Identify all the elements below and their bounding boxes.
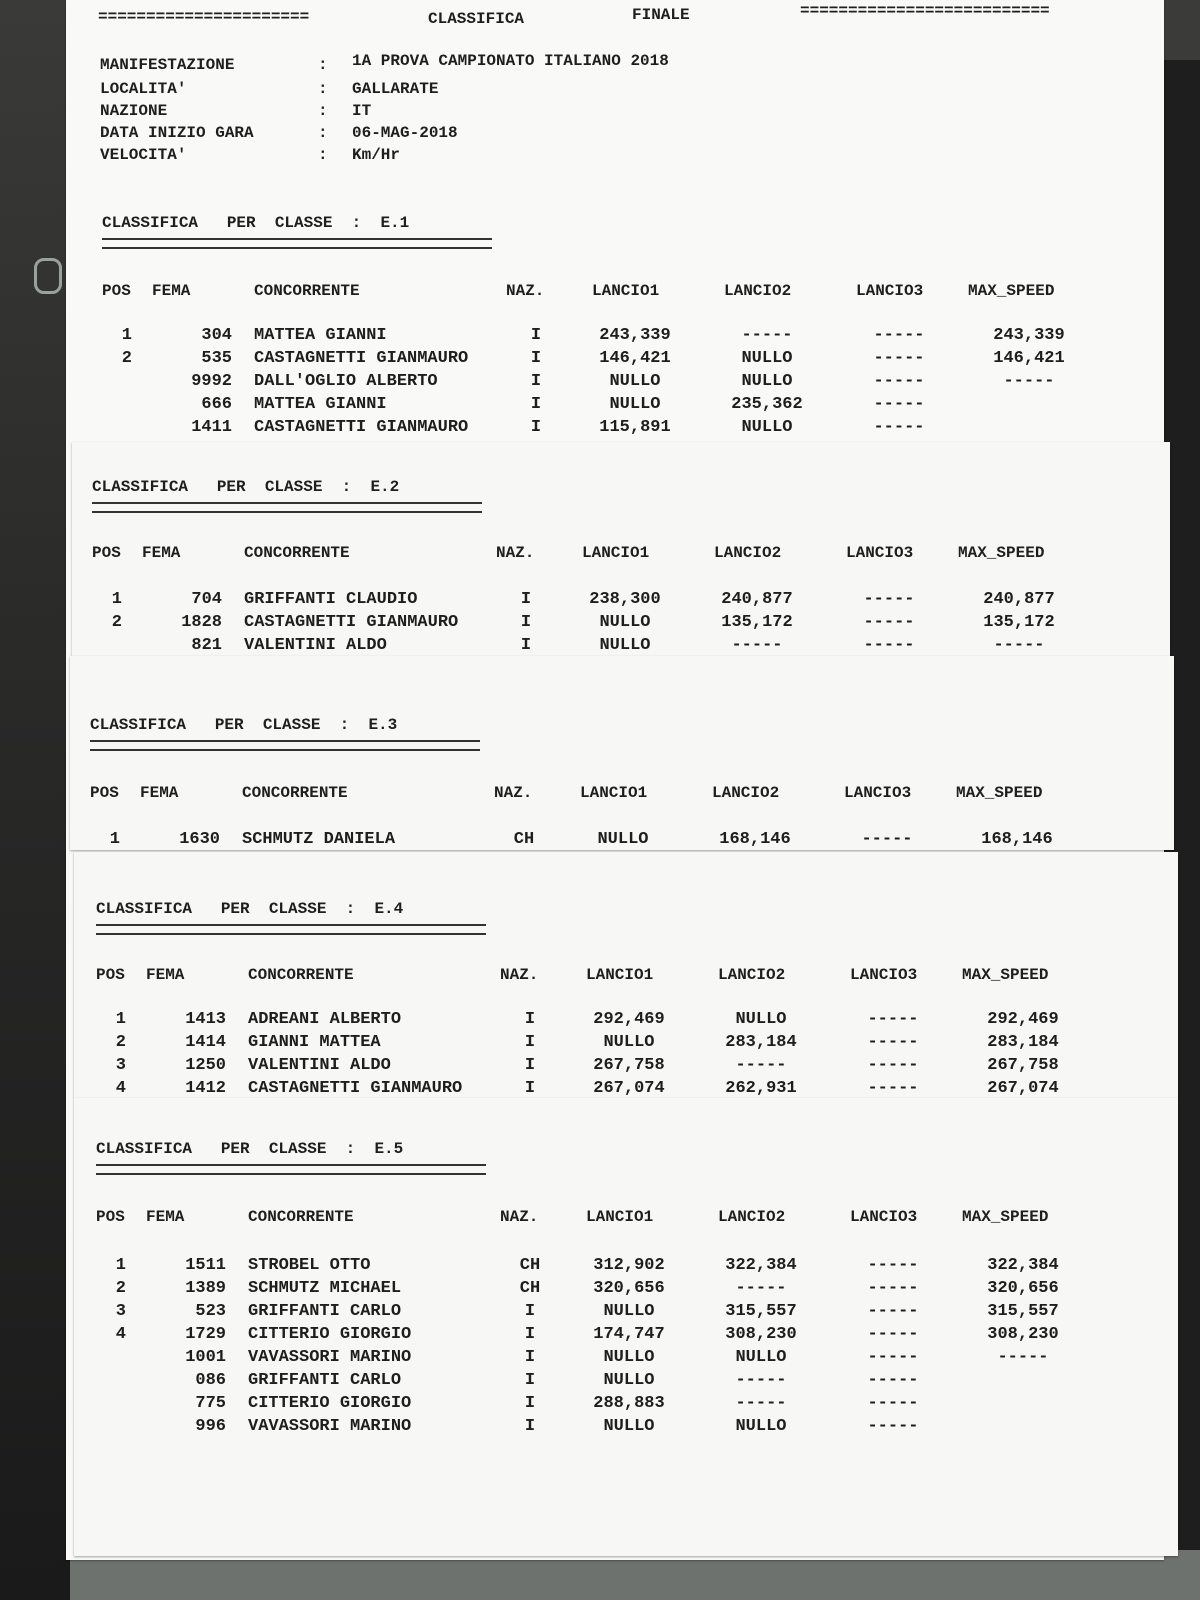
column-header-max: MAX_SPEED [962,1208,1049,1226]
cell-l1: NULLO [597,830,649,849]
column-header-lancio3: LANCIO3 [844,784,912,802]
cell-l2: ----- [735,1394,787,1413]
table-row [82,1394,1112,1416]
column-header-pos: POS [102,282,131,300]
column-header-lancio2: LANCIO2 [714,544,782,562]
document-title: CLASSIFICA [428,10,525,28]
column-header-lancio3: LANCIO3 [850,1208,918,1226]
cell-l3: ----- [867,1325,919,1344]
column-header-fema: FEMA [142,544,181,562]
cell-max: ----- [997,1348,1049,1367]
column-header-pos: POS [90,784,119,802]
cell-l1: 174,747 [593,1325,665,1344]
cell-l2: NULLO [741,372,793,391]
cell-l1: NULLO [603,1302,655,1321]
cell-l3: ----- [867,1279,919,1298]
cell-l3: ----- [873,395,925,414]
cell-fema: 1413 [185,1010,226,1029]
class-section [74,1098,1178,1556]
cell-l2: ----- [735,1056,787,1075]
cell-l3: ----- [867,1079,919,1098]
cell-naz: I [524,1079,536,1098]
cell-name: CASTAGNETTI GIANMAURO [254,418,469,437]
cell-l3: ----- [863,590,915,609]
cell-fema: 775 [195,1394,226,1413]
column-header-naz: NAZ. [500,1208,539,1226]
cell-max: 292,469 [987,1010,1059,1029]
cell-name: CASTAGNETTI GIANMAURO [248,1079,463,1098]
cell-pos: 1 [109,830,120,849]
cell-fema: 1414 [185,1033,226,1052]
column-header-lancio1: LANCIO1 [586,1208,654,1226]
cell-l1: NULLO [599,636,651,655]
class-section [72,442,1170,662]
cell-l3: ----- [867,1371,919,1390]
table-row [82,1302,1112,1324]
column-header-concorrente: CONCORRENTE [242,784,348,802]
info-label: NAZIONE [100,102,168,120]
cell-l2: NULLO [735,1348,787,1367]
cell-l3: ----- [867,1394,919,1413]
info-label: MANIFESTAZIONE [100,56,235,74]
table-row [82,1417,1112,1439]
table-row [78,590,1108,612]
table-row [78,613,1108,635]
cell-naz: CH [519,1279,541,1298]
cell-name: VAVASSORI MARINO [248,1417,412,1436]
cell-fema: 666 [201,395,232,414]
cell-fema: 535 [201,349,232,368]
column-header-fema: FEMA [140,784,179,802]
cell-fema: 523 [195,1302,226,1321]
cell-l3: ----- [873,326,925,345]
column-header-lancio1: LANCIO1 [582,544,650,562]
column-header-fema: FEMA [152,282,191,300]
cell-l2: ----- [735,1371,787,1390]
info-value: 06-MAG-2018 [352,124,458,142]
column-header-lancio2: LANCIO2 [718,966,786,984]
cell-naz: I [530,418,542,437]
section-underline [96,1164,486,1175]
cell-l1: 288,883 [593,1394,665,1413]
cell-max: 146,421 [993,349,1065,368]
cell-fema: 1412 [185,1079,226,1098]
cell-pos: 4 [115,1325,126,1344]
column-header-naz: NAZ. [500,966,539,984]
table-row [82,1056,1112,1078]
cell-naz: I [530,349,542,368]
cell-naz: I [524,1056,536,1075]
cell-naz: CH [519,1256,541,1275]
cell-l3: ----- [867,1256,919,1275]
cell-pos: 1 [115,1010,126,1029]
cell-pos: 1 [111,590,122,609]
column-header-lancio3: LANCIO3 [846,544,914,562]
cell-name: GRIFFANTI CARLO [248,1371,402,1390]
column-header-concorrente: CONCORRENTE [244,544,350,562]
cell-l2: 235,362 [731,395,803,414]
cell-l1: NULLO [609,395,661,414]
cell-naz: I [530,372,542,391]
info-label: VELOCITA' [100,146,187,164]
info-colon: : [318,124,328,142]
cell-name: CASTAGNETTI GIANMAURO [254,349,469,368]
table-row [88,372,1118,394]
section-title: CLASSIFICA PER CLASSE : E.4 [96,900,404,918]
cell-pos: 2 [115,1279,126,1298]
info-colon: : [318,80,328,98]
cell-max: ----- [993,636,1045,655]
cell-pos: 2 [121,349,132,368]
cell-l3: ----- [861,830,913,849]
binder-ring [34,258,62,294]
cell-naz: I [524,1371,536,1390]
column-header-lancio2: LANCIO2 [712,784,780,802]
column-header-lancio1: LANCIO1 [586,966,654,984]
cell-l2: 283,184 [725,1033,797,1052]
column-header-pos: POS [92,544,121,562]
cell-l1: 312,902 [593,1256,665,1275]
cell-max: 320,656 [987,1279,1059,1298]
background-left [0,0,70,1600]
cell-l3: ----- [867,1302,919,1321]
info-colon: : [318,102,328,120]
cell-l1: 243,339 [599,326,671,345]
cell-pos: 1 [115,1256,126,1275]
cell-naz: I [524,1394,536,1413]
cell-fema: 1001 [185,1348,226,1367]
column-header-naz: NAZ. [494,784,533,802]
column-header-pos: POS [96,966,125,984]
cell-l1: NULLO [609,372,661,391]
column-header-lancio1: LANCIO1 [592,282,660,300]
cell-pos: 1 [121,326,132,345]
class-section [66,186,1164,444]
table-row [82,1325,1112,1347]
cell-naz: I [520,636,532,655]
cell-l2: 262,931 [725,1079,797,1098]
cell-pos: 2 [111,613,122,632]
cell-fema: 704 [191,590,222,609]
cell-l1: NULLO [603,1033,655,1052]
info-value: 1A PROVA CAMPIONATO ITALIANO 2018 [352,52,669,70]
cell-fema: 9992 [191,372,232,391]
column-header-concorrente: CONCORRENTE [254,282,360,300]
cell-fema: 304 [201,326,232,345]
cell-fema: 1250 [185,1056,226,1075]
cell-l2: ----- [735,1279,787,1298]
column-header-lancio1: LANCIO1 [580,784,648,802]
info-colon: : [318,146,328,164]
cell-fema: 821 [191,636,222,655]
table-row [82,1348,1112,1370]
cell-name: ADREANI ALBERTO [248,1010,402,1029]
cell-max: 308,230 [987,1325,1059,1344]
section-underline [90,740,480,751]
cell-fema: 1828 [181,613,222,632]
section-title: CLASSIFICA PER CLASSE : E.2 [92,478,400,496]
cell-l1: 292,469 [593,1010,665,1029]
column-header-max: MAX_SPEED [958,544,1045,562]
table-row [82,1279,1112,1301]
cell-l1: 238,300 [589,590,661,609]
cell-l3: ----- [863,613,915,632]
class-section [70,656,1174,850]
cell-name: SCHMUTZ DANIELA [242,830,396,849]
cell-l1: 146,421 [599,349,671,368]
cell-name: GRIFFANTI CARLO [248,1302,402,1321]
column-header-lancio2: LANCIO2 [724,282,792,300]
section-underline [102,238,492,249]
cell-naz: I [520,590,532,609]
column-header-max: MAX_SPEED [962,966,1049,984]
cell-l2: 135,172 [721,613,793,632]
table-row [82,1371,1112,1393]
info-label: LOCALITA' [100,80,187,98]
table-row [78,636,1108,658]
column-header-max: MAX_SPEED [956,784,1043,802]
cell-fema: 086 [195,1371,226,1390]
column-header-fema: FEMA [146,1208,185,1226]
cell-naz: I [524,1302,536,1321]
cell-name: GRIFFANTI CLAUDIO [244,590,418,609]
cell-l2: NULLO [741,418,793,437]
cell-max: 240,877 [983,590,1055,609]
cell-l2: NULLO [741,349,793,368]
document-subtitle: FINALE [632,6,690,24]
cell-l2: 240,877 [721,590,793,609]
cell-l1: 267,758 [593,1056,665,1075]
cell-l2: ----- [741,326,793,345]
column-header-fema: FEMA [146,966,185,984]
cell-fema: 1389 [185,1279,226,1298]
cell-name: CITTERIO GIORGIO [248,1394,412,1413]
cell-fema: 996 [195,1417,226,1436]
table-row [88,395,1118,417]
section-title: CLASSIFICA PER CLASSE : E.1 [102,214,410,232]
cell-l1: NULLO [603,1348,655,1367]
cell-name: SCHMUTZ MICHAEL [248,1279,402,1298]
cell-naz: CH [513,830,535,849]
cell-l2: 322,384 [725,1256,797,1275]
column-header-naz: NAZ. [506,282,545,300]
cell-l1: NULLO [603,1417,655,1436]
column-header-concorrente: CONCORRENTE [248,1208,354,1226]
table-row [82,1010,1112,1032]
cell-max: ----- [1003,372,1055,391]
cell-l3: ----- [867,1010,919,1029]
cell-l2: NULLO [735,1010,787,1029]
table-row [88,349,1118,371]
column-header-lancio3: LANCIO3 [850,966,918,984]
cell-l1: 267,074 [593,1079,665,1098]
cell-name: CASTAGNETTI GIANMAURO [244,613,459,632]
cell-max: 315,557 [987,1302,1059,1321]
cell-pos: 4 [115,1079,126,1098]
cell-naz: I [524,1033,536,1052]
info-value: GALLARATE [352,80,439,98]
column-header-max: MAX_SPEED [968,282,1055,300]
cell-naz: I [524,1417,536,1436]
column-header-lancio2: LANCIO2 [718,1208,786,1226]
cell-fema: 1511 [185,1256,226,1275]
cell-naz: I [524,1348,536,1367]
cell-l2: 168,146 [719,830,791,849]
section-title: CLASSIFICA PER CLASSE : E.5 [96,1140,404,1158]
cell-max: 135,172 [983,613,1055,632]
cell-max: 267,074 [987,1079,1059,1098]
cell-l3: ----- [873,372,925,391]
table-row [76,830,1106,852]
table-row [88,326,1118,348]
cell-name: GIANNI MATTEA [248,1033,381,1052]
info-value: Km/Hr [352,146,401,164]
cell-name: CITTERIO GIORGIO [248,1325,412,1344]
cell-l1: NULLO [603,1371,655,1390]
info-colon: : [318,56,328,74]
cell-l1: 115,891 [599,418,671,437]
cell-max: 322,384 [987,1256,1059,1275]
cell-l2: ----- [731,636,783,655]
cell-naz: I [530,326,542,345]
cell-naz: I [524,1325,536,1344]
cell-pos: 3 [115,1302,126,1321]
cell-l3: ----- [867,1056,919,1075]
table-row [88,418,1118,440]
cell-pos: 3 [115,1056,126,1075]
class-section [74,852,1178,1098]
cell-naz: I [530,395,542,414]
section-underline [96,924,486,935]
cell-l3: ----- [873,418,925,437]
column-header-naz: NAZ. [496,544,535,562]
cell-naz: I [524,1010,536,1029]
cell-l3: ----- [867,1417,919,1436]
cell-l1: NULLO [599,613,651,632]
cell-name: VALENTINI ALDO [248,1056,391,1075]
cell-name: DALL'OGLIO ALBERTO [254,372,438,391]
info-label: DATA INIZIO GARA [100,124,254,142]
cell-naz: I [520,613,532,632]
info-value: IT [352,102,372,120]
cell-l3: ----- [863,636,915,655]
cell-fema: 1729 [185,1325,226,1344]
table-row [82,1256,1112,1278]
column-header-concorrente: CONCORRENTE [248,966,354,984]
column-header-pos: POS [96,1208,125,1226]
cell-name: MATTEA GIANNI [254,395,387,414]
cell-pos: 2 [115,1033,126,1052]
cell-l3: ----- [867,1033,919,1052]
table-row [82,1033,1112,1055]
cell-name: MATTEA GIANNI [254,326,387,345]
cell-l3: ----- [867,1348,919,1367]
cell-max: 283,184 [987,1033,1059,1052]
cell-l2: NULLO [735,1417,787,1436]
cell-max: 267,758 [987,1056,1059,1075]
cell-fema: 1411 [191,418,232,437]
cell-l2: 308,230 [725,1325,797,1344]
section-title: CLASSIFICA PER CLASSE : E.3 [90,716,398,734]
cell-l2: 315,557 [725,1302,797,1321]
section-underline [92,502,482,513]
cell-name: VALENTINI ALDO [244,636,387,655]
cell-l3: ----- [873,349,925,368]
column-header-lancio3: LANCIO3 [856,282,924,300]
cell-name: VAVASSORI MARINO [248,1348,412,1367]
cell-name: STROBEL OTTO [248,1256,371,1275]
cell-l1: 320,656 [593,1279,665,1298]
header-rule-right: ========================== [800,2,1050,20]
header-rule-left: ====================== [98,8,310,26]
cell-max: 243,339 [993,326,1065,345]
cell-max: 168,146 [981,830,1053,849]
cell-fema: 1630 [179,830,220,849]
